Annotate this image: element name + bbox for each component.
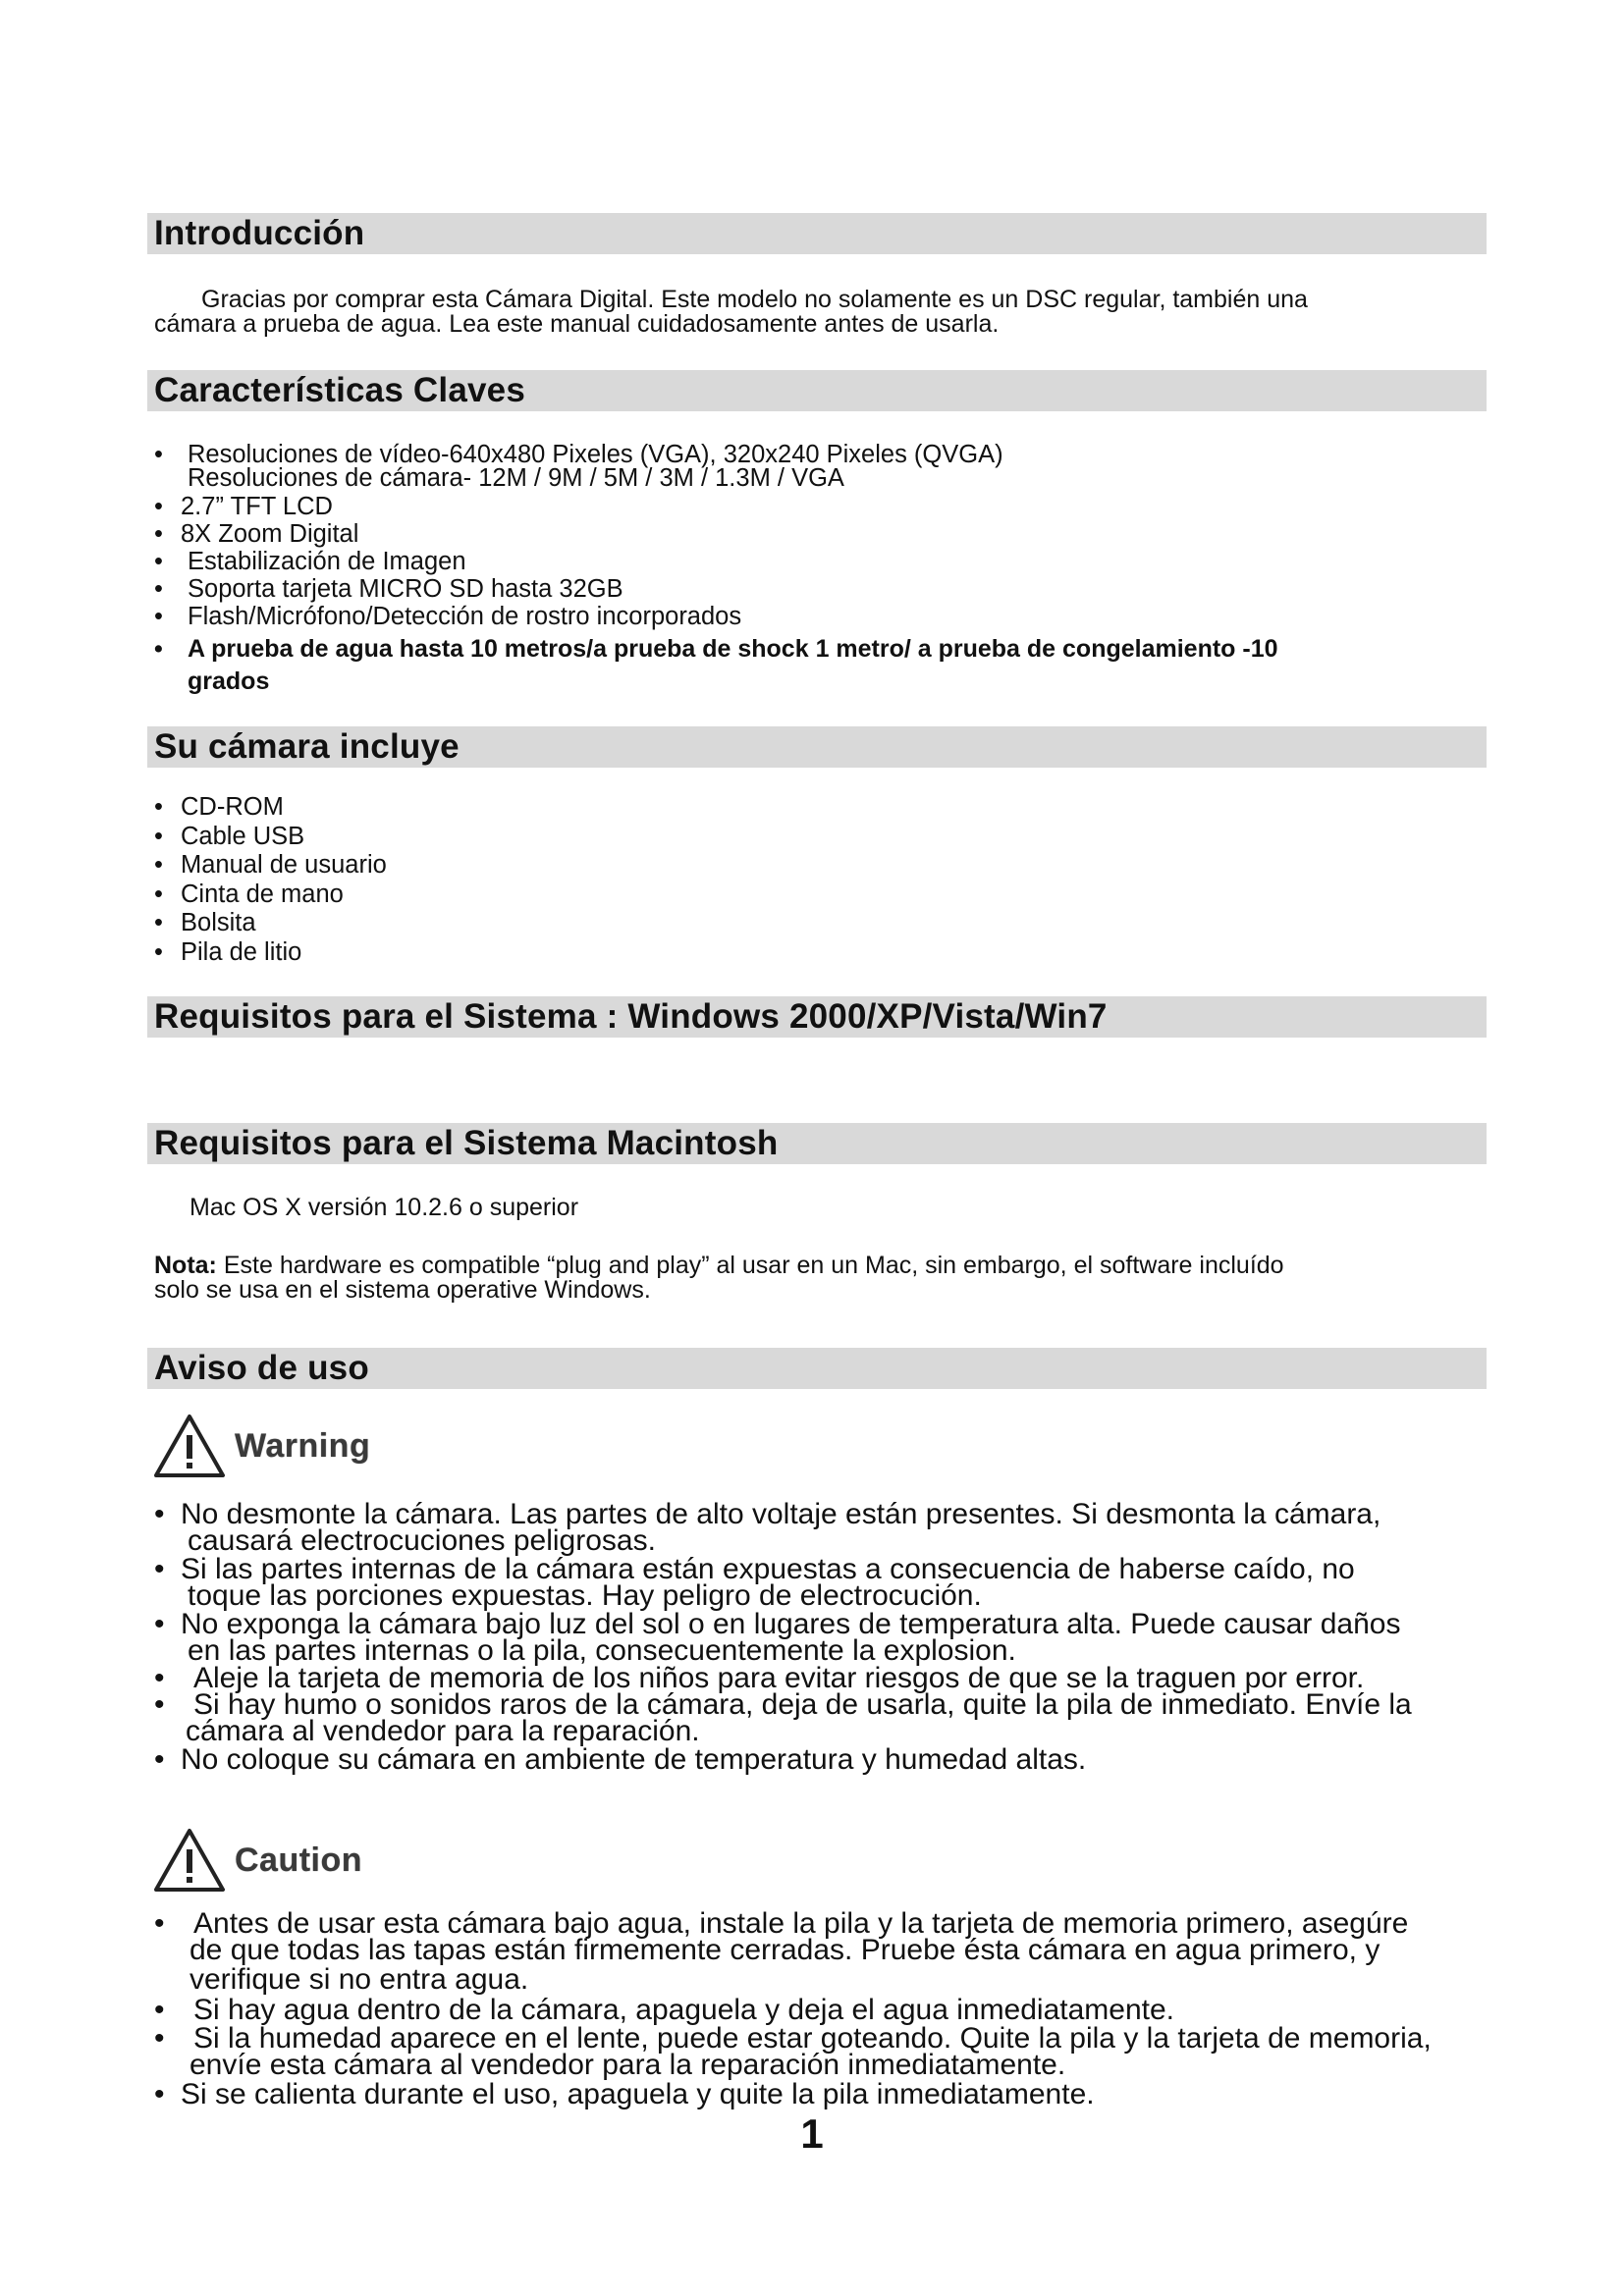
section-title: Características Claves <box>154 371 525 409</box>
item-text: Antes de usar esta cámara bajo agua, instale la pila y la tarjeta de memoria primero, asegúre <box>193 1907 1409 1940</box>
note-text-2: solo se usa en el sistema operative Windows. <box>154 1276 651 1304</box>
bullet-icon: • <box>154 880 163 908</box>
item-text: Si las partes internas de la cámara están expuestas a consecuencia de haberse caído, no <box>181 1553 1355 1585</box>
caution-label: Caution <box>235 1841 363 1879</box>
list-item <box>154 603 1489 630</box>
features-list <box>154 441 1489 698</box>
note-line-2 <box>154 1278 1489 1303</box>
item-text: Pila de litio <box>181 937 302 966</box>
list-item <box>154 633 1489 698</box>
bullet-icon: • <box>154 1608 165 1640</box>
bullet-icon: • <box>154 2078 165 2110</box>
note-line-1 <box>154 1254 1489 1278</box>
item-text: Si la humedad aparece en el lente, puede estar goteando. Quite la pila y la tarjeta de memoria, <box>193 2022 1432 2055</box>
list-item <box>154 1994 1489 2026</box>
note-label: Nota: <box>154 1252 217 1279</box>
mac-note <box>154 1254 1489 1303</box>
item-text: Cinta de mano <box>181 880 344 908</box>
list-item <box>154 1907 1489 1996</box>
item-text: Estabilización de Imagen <box>188 548 466 575</box>
bullet-icon: • <box>154 1498 165 1530</box>
bullet-icon: • <box>154 851 163 879</box>
section-header-requisitos-windows <box>147 996 1487 1038</box>
item-text-continued: envíe esta cámara al vendedor para la reparación inmediatamente. <box>189 2049 1066 2081</box>
intro-line-1 <box>154 288 1489 312</box>
item-text-continued: verifique si no entra agua. <box>189 1963 529 1996</box>
list-item <box>154 464 1489 492</box>
bullet-icon: • <box>154 1994 165 2026</box>
warning-triangle-icon <box>154 1414 225 1478</box>
item-text-continued: en las partes internas o la pila, consecuentemente la explosion. <box>188 1634 1016 1667</box>
list-item <box>154 1498 1489 1557</box>
bullet-icon: • <box>154 1553 165 1585</box>
item-text: Manual de usuario <box>181 851 387 879</box>
warning-heading <box>154 1414 370 1478</box>
list-item <box>154 520 1489 548</box>
item-text: Resoluciones de cámara- 12M / 9M / 5M / 3M / 1.3M / VGA <box>188 464 844 492</box>
section-header-aviso <box>147 1348 1487 1389</box>
section-title: Aviso de uso <box>154 1349 369 1387</box>
bullet-icon: • <box>154 1743 165 1776</box>
bullet-icon: • <box>154 822 163 850</box>
section-title: Requisitos para el Sistema Macintosh <box>154 1124 779 1162</box>
caution-triangle-icon <box>154 1828 225 1893</box>
bullet-icon: • <box>154 2022 165 2055</box>
section-header-incluye <box>147 726 1487 768</box>
list-item <box>154 2022 1489 2081</box>
caution-heading <box>154 1828 362 1893</box>
item-text-continued: de que todas las tapas están firmemente cerradas. Pruebe ésta cámara en agua primero, y <box>189 1934 1380 1966</box>
intro-line-2 <box>154 312 1489 337</box>
list-item <box>154 1608 1489 1667</box>
item-text: 2.7” TFT LCD <box>181 493 333 520</box>
bullet-icon: • <box>154 603 163 630</box>
section-title: Introducción <box>154 214 365 252</box>
item-text: Soporta tarjeta MICRO SD hasta 32GB <box>188 575 623 603</box>
list-item <box>154 909 1489 938</box>
item-text-continued: cámara al vendedor para la reparación. <box>186 1715 700 1747</box>
item-text: No exponga la cámara bajo luz del sol o en lugares de temperatura alta. Puede causar daños <box>181 1608 1401 1640</box>
bullet-icon: • <box>154 793 163 821</box>
bullet-icon: • <box>154 1662 165 1694</box>
section-title: Requisitos para el Sistema : Windows 2000/XP/Vista/Win7 <box>154 997 1108 1036</box>
bullet-icon: • <box>154 548 163 575</box>
item-text: No coloque su cámara en ambiente de temperatura y humedad altas. <box>181 1743 1087 1776</box>
bullet-icon: • <box>154 635 163 663</box>
list-item <box>154 793 1489 823</box>
list-item <box>154 548 1489 575</box>
page-number: 1 <box>800 2110 824 2157</box>
section-title: Su cámara incluye <box>154 727 460 766</box>
section-header-requisitos-mac <box>147 1123 1487 1164</box>
list-item <box>154 1743 1489 1776</box>
list-item <box>154 1688 1489 1747</box>
warning-label: Warning <box>235 1426 371 1465</box>
item-text: Flash/Micrófono/Detección de rostro incorporados <box>188 603 742 630</box>
item-text: Si hay agua dentro de la cámara, apaguela y deja el agua inmediatamente. <box>193 1994 1175 2026</box>
intro-paragraph <box>154 288 1489 337</box>
warning-list <box>154 1498 1489 1776</box>
section-header-introduccion <box>147 213 1487 254</box>
list-item <box>154 938 1489 968</box>
item-text: 8X Zoom Digital <box>181 520 359 548</box>
list-item <box>154 493 1489 520</box>
list-item <box>154 881 1489 910</box>
list-item <box>154 851 1489 881</box>
section-header-caracteristicas <box>147 370 1487 411</box>
intro-text-2: cámara a prueba de agua. Lea este manual cuidadosamente antes de usarla. <box>154 310 1000 338</box>
item-text: Bolsita <box>181 909 256 936</box>
item-text: A prueba de agua hasta 10 metros/a prueba de shock 1 metro/ a prueba de congelamiento -10 <box>188 635 1278 663</box>
item-text: Resoluciones de vídeo-640x480 Pixeles (VGA), 320x240 Pixeles (QVGA) <box>188 441 1003 468</box>
bullet-icon: • <box>154 493 163 520</box>
bullet-icon: • <box>154 441 163 468</box>
list-item <box>154 1553 1489 1612</box>
item-text: Aleje la tarjeta de memoria de los niños para evitar riesgos de que se la traguen por error. <box>193 1662 1365 1694</box>
includes-list <box>154 793 1489 967</box>
bullet-icon: • <box>154 575 163 603</box>
list-item <box>154 575 1489 603</box>
bullet-icon: • <box>154 520 163 548</box>
bullet-icon: • <box>154 1907 165 1940</box>
item-text: Si hay humo o sonidos raros de la cámara, deja de usarla, quite la pila de inmediato. Envíe la <box>193 1688 1412 1721</box>
item-text: Si se calienta durante el uso, apaguela y quite la pila inmediatamente. <box>181 2078 1095 2110</box>
item-text: CD-ROM <box>181 793 284 821</box>
intro-text-1: Gracias por comprar esta Cámara Digital. Este modelo no solamente es un DSC regular, también una <box>201 286 1308 313</box>
caution-list <box>154 1907 1489 2110</box>
note-text-1: Este hardware es compatible “plug and play” al usar en un Mac, sin embargo, el software incluído <box>223 1252 1284 1279</box>
bullet-icon: • <box>154 937 163 966</box>
item-text: No desmonte la cámara. Las partes de alto voltaje están presentes. Si desmonta la cámara, <box>181 1498 1381 1530</box>
bullet-icon: • <box>154 909 163 936</box>
mac-os-requirement: Mac OS X versión 10.2.6 o superior <box>189 1194 579 1221</box>
list-item <box>154 1662 1489 1694</box>
item-text-continued: toque las porciones expuestas. Hay peligro de electrocución. <box>188 1579 982 1612</box>
list-item <box>154 823 1489 852</box>
bullet-icon: • <box>154 1688 165 1721</box>
item-text-continued: grados <box>188 667 270 695</box>
item-text: Cable USB <box>181 822 305 850</box>
item-text-continued: causará electrocuciones peligrosas. <box>188 1524 656 1557</box>
list-item <box>154 2078 1489 2110</box>
